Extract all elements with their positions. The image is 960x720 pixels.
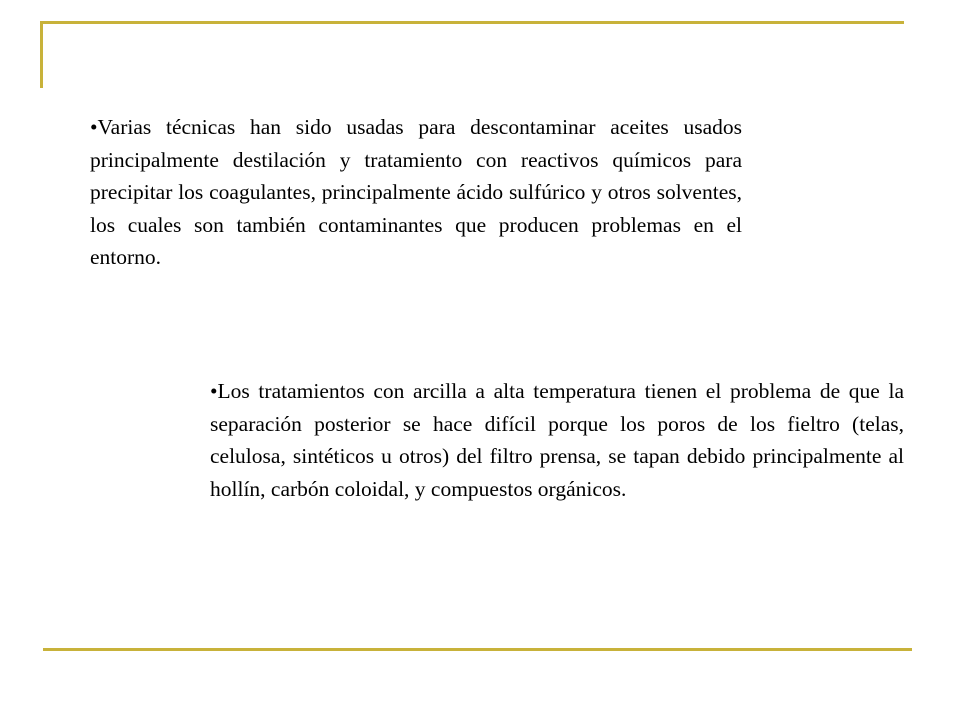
bullet-paragraph-2 bbox=[210, 375, 904, 505]
paragraph-2-text: Los tratamientos con arcilla a alta temperatura tienen el problema de que la separación posterior se hace difícil porque los poros de los fieltro (telas, celulosa, sintéticos u otros) del filtro prensa, se tapan debido principalmente al hollín, carbón coloidal, y compuestos orgánicos. bbox=[210, 379, 904, 501]
paragraph-1-text: Varias técnicas han sido usadas para descontaminar aceites usados principalmente destilación y tratamiento con reactivos químicos para precipitar los coagulantes, principalmente ácido sulfúrico y otros solventes, los cuales son también contaminantes que producen problemas en el entorno. bbox=[90, 115, 742, 269]
top-rule bbox=[40, 21, 904, 24]
bullet-paragraph-1 bbox=[90, 111, 742, 274]
bullet-glyph: • bbox=[90, 115, 98, 139]
left-rule bbox=[40, 21, 43, 88]
bottom-rule bbox=[43, 648, 912, 651]
bullet-glyph: • bbox=[210, 379, 218, 403]
